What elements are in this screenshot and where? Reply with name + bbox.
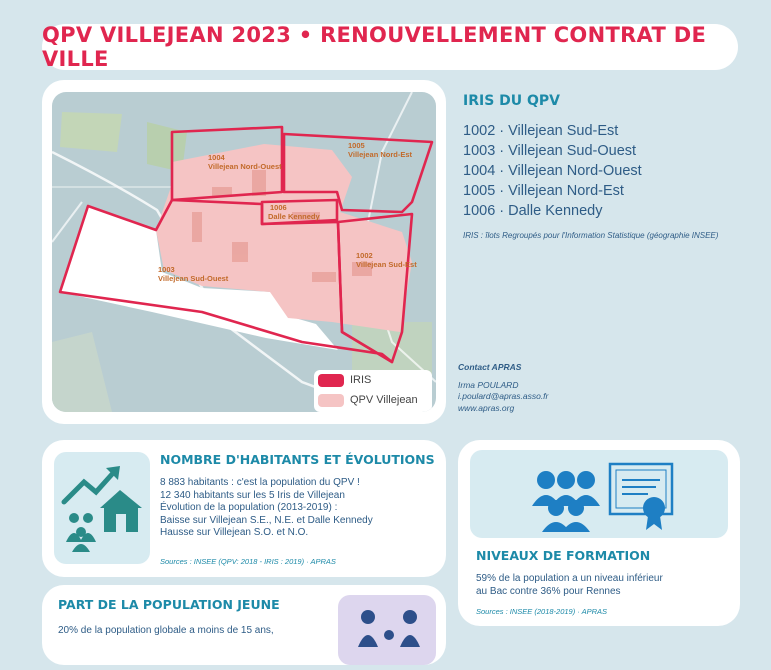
zone-label-1004: 1004 <box>208 153 225 162</box>
iris-title: IRIS DU QPV <box>463 93 561 109</box>
formation-icon-box <box>470 450 728 538</box>
zone-label-1003: 1003 <box>158 265 175 274</box>
population-line: 12 340 habitants sur les 5 Iris de Villejean <box>160 489 345 501</box>
iris-item: 1004 · Villejean Nord-Ouest <box>463 163 642 179</box>
title-banner <box>42 24 738 70</box>
legend-swatch-iris <box>318 374 344 387</box>
youth-card <box>42 585 446 665</box>
population-title: NOMBRE D'HABITANTS ET ÉVOLUTIONS <box>160 452 435 467</box>
page-title: QPV VILLEJEAN 2023 • RENOUVELLEMENT CONTRAT DE VILLE <box>42 23 707 71</box>
contact-name: Irma POULARD <box>458 379 519 390</box>
iris-item: 1002 · Villejean Sud-Est <box>463 123 619 139</box>
zone-name-1005: Villejean Nord-Est <box>348 150 413 159</box>
iris-list-section <box>463 93 763 240</box>
zone-name-1002: Villejean Sud-Est <box>356 260 417 269</box>
contact-website[interactable]: www.apras.org <box>458 402 515 413</box>
iris-map <box>52 92 436 412</box>
map-svg <box>52 92 436 412</box>
legend-swatch-qpv <box>318 394 344 407</box>
contact-email[interactable]: i.poulard@apras.asso.fr <box>458 391 549 401</box>
zone-name-1003: Villejean Sud-Ouest <box>158 274 229 283</box>
population-card <box>42 440 446 577</box>
houses-growth-icon <box>54 452 150 564</box>
formation-text <box>476 573 663 598</box>
youth-title: PART DE LA POPULATION JEUNE <box>58 597 280 612</box>
population-line: Baisse sur Villejean S.E., N.E. et Dalle Kennedy <box>160 514 373 526</box>
formation-source: Sources : INSEE (2018-2019) · APRAS <box>476 607 608 616</box>
diploma-group-icon <box>470 450 728 538</box>
iris-item: 1005 · Villejean Nord-Est <box>463 183 624 199</box>
population-icon-box <box>54 452 150 564</box>
formation-card <box>458 440 740 626</box>
legend-label-qpv: QPV Villejean <box>350 394 418 406</box>
youth-icon-box <box>338 595 436 665</box>
iris-item: 1003 · Villejean Sud-Ouest <box>463 143 637 159</box>
zone-label-1006: 1006 <box>270 203 287 212</box>
map-legend <box>314 370 432 412</box>
contact-heading: Contact APRAS <box>458 362 522 372</box>
family-icon <box>338 595 436 665</box>
zone-label-1005: 1005 <box>348 141 365 150</box>
zone-name-1004: Villejean Nord-Ouest <box>208 162 282 171</box>
contact-block <box>458 362 548 414</box>
population-line: Hausse sur Villejean S.O. et N.O. <box>160 527 309 538</box>
formation-title: NIVEAUX DE FORMATION <box>476 548 651 563</box>
population-source: Sources : INSEE (QPV: 2018 - IRIS : 2019) · APRAS <box>160 557 336 566</box>
legend-item-qpv <box>314 390 432 410</box>
formation-line: au Bac contre 36% pour Rennes <box>476 585 621 597</box>
legend-item-iris <box>314 370 432 390</box>
zone-label-1002: 1002 <box>356 251 373 260</box>
population-line: 8 883 habitants : c'est la population du QPV ! <box>160 477 360 488</box>
population-line: Évolution de la population (2013-2019) : <box>160 502 338 513</box>
iris-item: 1006 · Dalle Kennedy <box>463 203 603 219</box>
zone-name-1006: Dalle Kennedy <box>268 212 320 221</box>
iris-note: IRIS : îlots Regroupés pour l'Information Statistique (géographie INSEE) <box>463 231 719 240</box>
population-text <box>160 477 373 540</box>
youth-text: 20% de la population globale a moins de 15 ans, <box>58 625 274 636</box>
map-card <box>42 80 446 424</box>
legend-label-iris: IRIS <box>350 374 372 386</box>
formation-line: 59% de la population a un niveau inférieur <box>476 573 663 584</box>
